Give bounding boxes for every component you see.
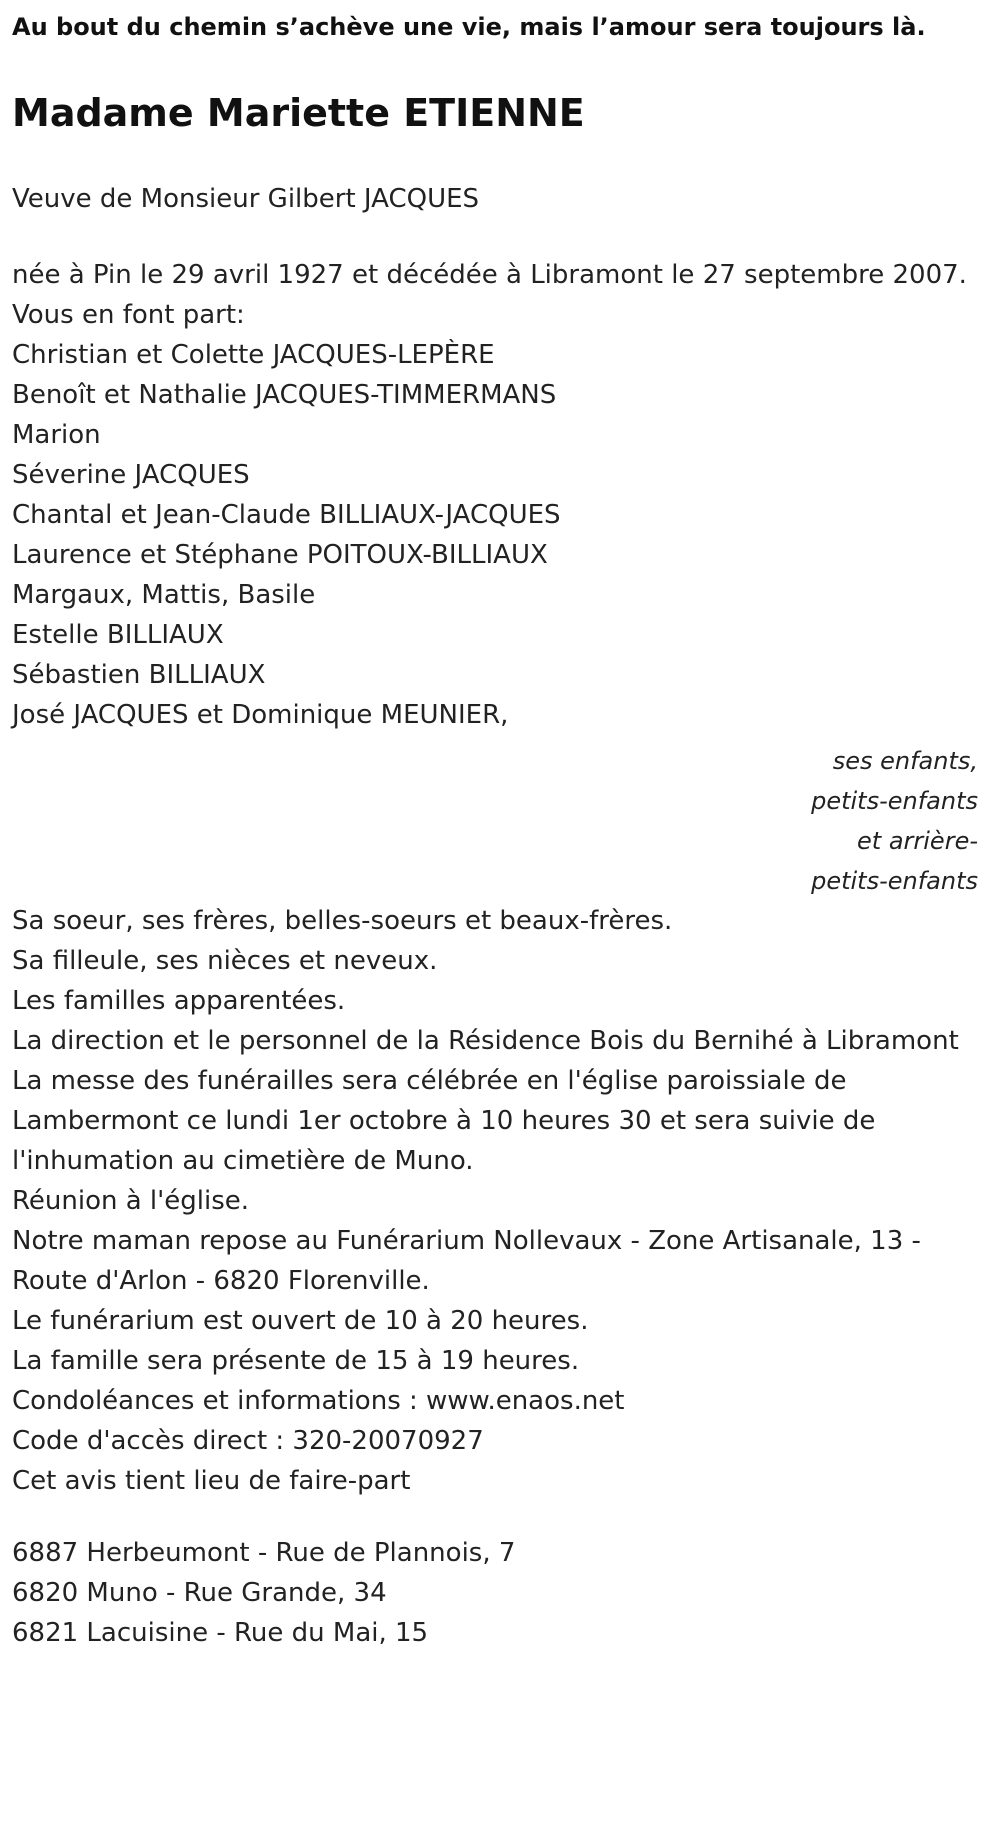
family-member: Marion — [12, 420, 101, 450]
relation-note: ses enfants, petits-enfants et arrière-petits-enfants — [811, 747, 978, 895]
family-member: Séverine JACQUES — [12, 460, 250, 490]
meeting-line: Réunion à l'église. — [12, 1186, 250, 1216]
other-relatives-list — [12, 901, 988, 1061]
access-code-line: Code d'accès direct : 320-20070927 — [12, 1426, 484, 1456]
family-member: Benoît et Nathalie JACQUES-TIMMERMANS — [12, 380, 557, 410]
epigraph: Au bout du chemin s’achève une vie, mais l’amour sera toujours là. — [12, 13, 926, 41]
family-member: José JACQUES et Dominique MEUNIER, — [12, 700, 509, 730]
family-member: Margaux, Mattis, Basile — [12, 580, 316, 610]
intro-line: Vous en font part: — [12, 300, 245, 330]
address-line: 6821 Lacuisine - Rue du Mai, 15 — [12, 1618, 429, 1648]
deceased-name: Madame Mariette ETIENNE — [12, 91, 585, 135]
address-list — [12, 1533, 988, 1653]
spouse-line: Veuve de Monsieur Gilbert JACQUES — [12, 184, 480, 214]
family-list — [12, 335, 988, 735]
address-line: 6820 Muno - Rue Grande, 34 — [12, 1578, 387, 1608]
relative-line: Les familles apparentées. — [12, 986, 346, 1016]
notice-line: Cet avis tient lieu de faire-part — [12, 1466, 411, 1496]
family-presence-line: La famille sera présente de 15 à 19 heures. — [12, 1346, 580, 1376]
relative-line: La direction et le personnel de la Résidence Bois du Bernihé à Libramont — [12, 1026, 959, 1056]
funeral-mass: La messe des funérailles sera célébrée en l'église paroissiale de Lambermont ce lundi 1er octobre à 10 heures 30 et sera suivie de l'inhumation au cimetière de Muno. — [12, 1066, 876, 1176]
address-line: 6887 Herbeumont - Rue de Plannois, 7 — [12, 1538, 516, 1568]
funerarium-line: Notre maman repose au Funérarium Nollevaux - Zone Artisanale, 13 - Route d'Arlon - 6820 Florenville. — [12, 1226, 921, 1296]
family-member: Laurence et Stéphane POITOUX-BILLIAUX — [12, 540, 548, 570]
family-member: Christian et Colette JACQUES-LEPÈRE — [12, 340, 495, 370]
family-member: Chantal et Jean-Claude BILLIAUX-JACQUES — [12, 500, 561, 530]
relative-line: Sa filleule, ses nièces et neveux. — [12, 946, 438, 976]
birth-death-line: née à Pin le 29 avril 1927 et décédée à Libramont le 27 septembre 2007. — [12, 260, 967, 290]
family-member: Sébastien BILLIAUX — [12, 660, 266, 690]
family-member: Estelle BILLIAUX — [12, 620, 224, 650]
relative-line: Sa soeur, ses frères, belles-soeurs et beaux-frères. — [12, 906, 673, 936]
condolences-line: Condoléances et informations : www.enaos.net — [12, 1386, 625, 1416]
opening-hours-line: Le funérarium est ouvert de 10 à 20 heures. — [12, 1306, 589, 1336]
